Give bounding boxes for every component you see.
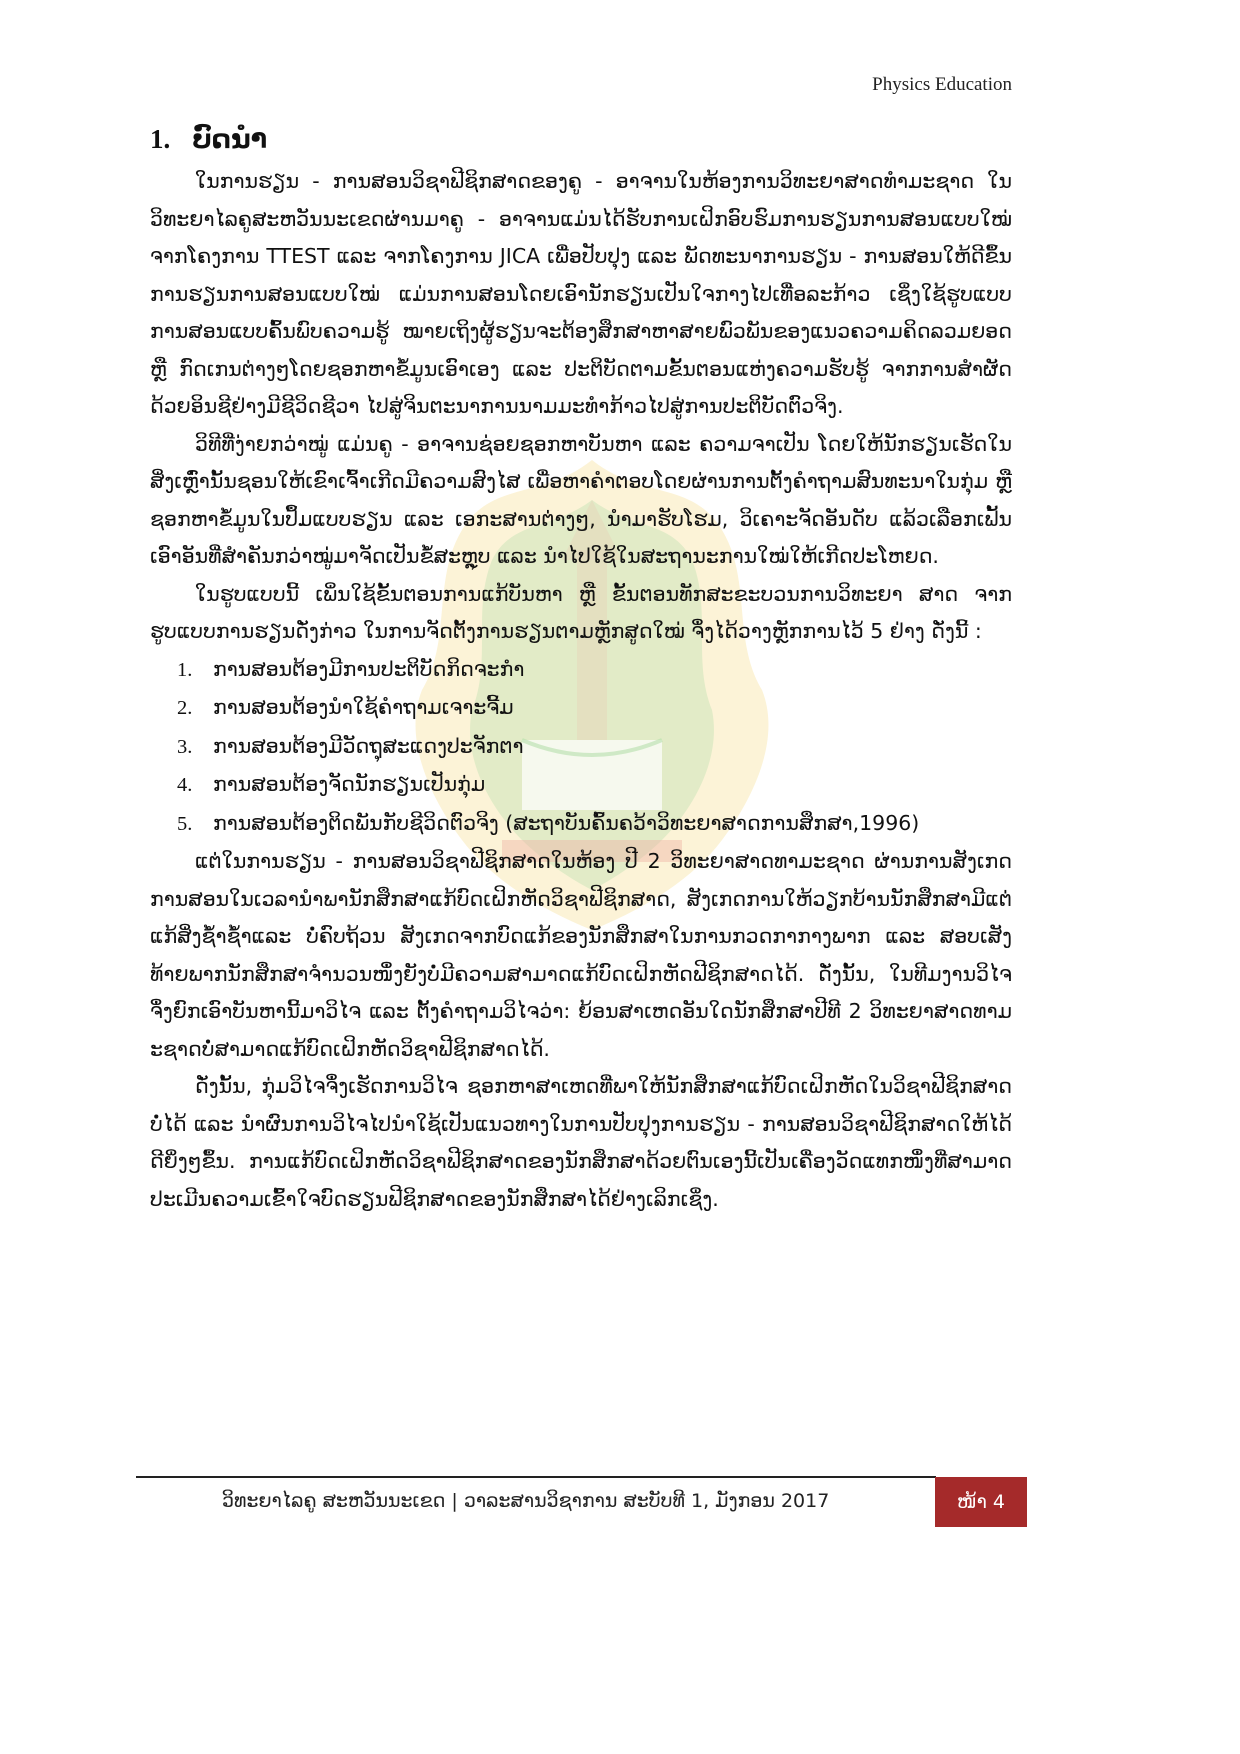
list-item-number: 4.: [177, 774, 193, 796]
list-item-number: 3.: [177, 735, 193, 758]
list-item-text: ການສອນຕ້ອງມີການປະຕິບັດກິດຈະກຳ: [213, 656, 525, 681]
list-item-text: ການສອນຕ້ອງຈັດນັກຮຽນເປັນກຸ່ມ: [213, 772, 486, 796]
running-header: Physics Education: [872, 74, 1012, 95]
list-item-text: ການສອນຕ້ອງຕິດພັນກັບຊີວິດຕົວຈິງ (ສະຖາບັນຄົ້ນຄວ້າວິທະຍາສາດການສຶກສາ,1996): [213, 810, 920, 835]
section-number: 1.: [150, 124, 171, 154]
principles-list: [150, 651, 1012, 844]
paragraph: ໃນຮູບແບບນີ້ ເພິ່ນໃຊ້ຂັ້ນຕອນການແກ້ບັນຫາ ຫຼື ຂັ້ນຕອນທັກສະຂະບວນການວິທະຍາ ສາດ ຈາກຮູບແບບການຮຽນດັ່ງກ່າວ ໃນການຈັດຕັ້ງການຮຽນຕາມຫຼັກສູດໃໝ່ ຈຶ່ງໄດ້ວາງຫຼັກການໄວ້ 5 ຢ່າງ ດັ່ງນີ້ :: [150, 581, 1012, 643]
paragraph: ວິທີທີ່ງ່າຍກວ່າໝູ່ ແມ່ນຄູ - ອາຈານຊ່ອຍຊອກຫາບັນຫາ ແລະ ຄວາມຈາເປັນ ໂດຍໃຫ້ນັກຮຽນເຮັດໃນສິ່ງເຫຼົ່ານັ້ນຊອນໃຫ້ເຂົາເຈົ້າເກີດມີຄວາມສົງໄສ ເພື່ອຫາຄຳຕອບໂດຍຜ່ານການຕັ້ງຄຳຖາມສົນທະນາໃນກຸ່ມ ຫຼື ຊອກຫາຂໍ້ມູນໃນປຶ້ມແບບຮຽນ ແລະ ເອກະສານຕ່າງໆ, ນຳມາຮັບໂຮມ, ວິເຄາະຈັດອັນດັບ ແລ້ວເລືອກເຟັ້ນເອົາອັນທີ່ສຳຄັນກວ່າໝູ່ມາຈັດເປັນຂໍ້ສະຫຼຸບ ແລະ ນຳໄປໃຊ້ໃນສະຖານະການໃໝ່ໃຫ້ເກີດປະໂຫຍດ.: [150, 431, 1012, 568]
paragraph: ແຕ່ໃນການຮຽນ - ການສອນວິຊາຟີຊິກສາດໃນຫ້ອງ ປີ 2 ວິທະຍາສາດທາມະຊາດ ຜ່ານການສັງເກດການສອນໃນເວລານຳພານັກສຶກສາແກ້ບົດເຝິກຫັດວິຊາຟີຊິກສາດ, ສັງເກດການໃຫ້ວຽກບ້ານນັກສຶກສາມີແຕ່ແກ້ສິ່ງຊ້ຳຊ້ຳແລະ ບໍ່ຄົບຖ້ວນ ສັງເກດຈາກບົດແກ້ຂອງນັກສຶກສາໃນການກວດກາກາງພາກ ແລະ ສອບເສັງທ້າຍພາກນັກສຶກສາຈຳນວນໜຶ່ງຍັງບໍ່ມີຄວາມສາມາດແກ້ບົດເຝິກຫັດຟີຊິກສາດໄດ້. ດັ່ງນັ້ນ, ໃນທີມງານວິໄຈຈຶ່ງຍົກເອົາບັນຫານີ້ມາວິໄຈ ແລະ ຕັ້ງຄຳຖາມວິໄຈວ່າ: ຍ້ອນສາເຫດອັນໃດນັກສຶກສາປີທີ 2 ວິທະຍາສາດທາມະຊາດບໍ່ສາມາດແກ້ບົດເຝິກຫັດວິຊາຟີຊິກສາດໄດ້.: [150, 849, 1012, 1061]
section-title: ບົດນຳ: [192, 124, 268, 155]
paragraph: ດັ່ງນັ້ນ, ກຸ່ມວິໄຈຈຶ່ງເຮັດການວິໄຈ ຊອກຫາສາເຫດທີ່ພາໃຫ້ນັກສຶກສາແກ້ບົດເຝິກຫັດໃນວິຊາຟີຊິກສາດບໍ່ໄດ້ ແລະ ນຳຜົນການວິໄຈໄປນຳໃຊ້ເປັນແນວທາງໃນການປັບປຸງການຮຽນ - ການສອນວິຊາຟີຊິກສາດໃຫ້ໄດ້ດີຍິ່ງໆຂຶ້ນ. ການແກ້ບົດເຝິກຫັດວິຊາຟີຊິກສາດຂອງນັກສຶກສາດ້ວຍຕົນເອງນີ້ເປັນເຄື່ອງວັດແທກໜຶ່ງທີ່ສາມາດປະເມີນຄວາມເຂົ້າໃຈບົດຮຽນຟີຊິກສາດຂອງນັກສຶກສາໄດ້ຢ່າງເລິກເຊິ່ງ.: [150, 1074, 1012, 1211]
list-item: [177, 805, 1012, 844]
list-item: [177, 766, 1012, 805]
list-item-number: 1.: [177, 658, 193, 681]
list-item-text: ການສອນຕ້ອງນຳໃຊ້ຄຳຖາມເຈາະຈີ້ມ: [213, 695, 514, 719]
list-item: [177, 651, 1012, 690]
page-number-badge: ໜ້າ 4: [935, 1477, 1027, 1527]
list-item-number: 5.: [177, 812, 193, 835]
paragraph: ໃນການຮຽນ - ການສອນວິຊາຟີຊິກສາດຂອງຄູ - ອາຈານໃນຫ້ອງການວິທະຍາສາດທຳມະຊາດ ໃນວິທະຍາໄລຄູສະຫວັນນະເຂດຜ່ານມາຄູ - ອາຈານແມ່ນໄດ້ຮັບການເຝິກອົບຮົມການຮຽນການສອນແບບໃໝ່ ຈາກໂຄງການ TTEST ແລະ ຈາກໂຄງການ JICA ເພື່ອປັບປຸງ ແລະ ພັດທະນາການຮຽນ - ການສອນໃຫ້ດີຂຶ້ນ ການຮຽນການສອນແບບໃໝ່ ແມ່ນການສອນໂດຍເອົານັກຮຽນເປັນໃຈກາງໄປເທື່ອລະກ້າວ ເຊິ່ງໃຊ້ຮູບແບບການສອນແບບຄົ້ນພົບຄວາມຮູ້ ໝາຍເຖິງຜູ້ຮຽນຈະຕ້ອງສຶກສາຫາສາຍພົວພັນຂອງແນວຄວາມຄິດລວມຍອດ ຫຼື ກົດເກນຕ່າງໆໂດຍຊອກຫາຂໍ້ມູນເອົາເອງ ແລະ ປະຕິບັດຕາມຂັ້ນຕອນແຫ່ງຄວາມຮັບຮູ້ ຈາກການສຳຜັດດ້ວຍອິນຊີຢ່າງມີຊີວິດຊີວາ ໄປສູ່ຈິນຕະນາການນາມມະທຳກ້າວໄປສູ່ການປະຕິບັດຕົວຈິງ.: [150, 169, 1012, 418]
footer-journal-info: ວິທະຍາໄລຄູ ສະຫວັນນະເຂດ | ວາລະສານວິຊາການ ສະບັບທີ 1, ມັງກອນ 2017: [222, 1490, 830, 1512]
list-item-text: ການສອນຕ້ອງມີວັດຖຸສະແດງປະຈັກຕາ: [213, 733, 524, 758]
list-item: [177, 728, 1012, 767]
list-item-number: 2.: [177, 697, 193, 719]
footer-divider: [136, 1476, 936, 1478]
list-item: [177, 689, 1012, 728]
body-text: [150, 163, 1012, 1218]
section-heading: [150, 124, 267, 155]
